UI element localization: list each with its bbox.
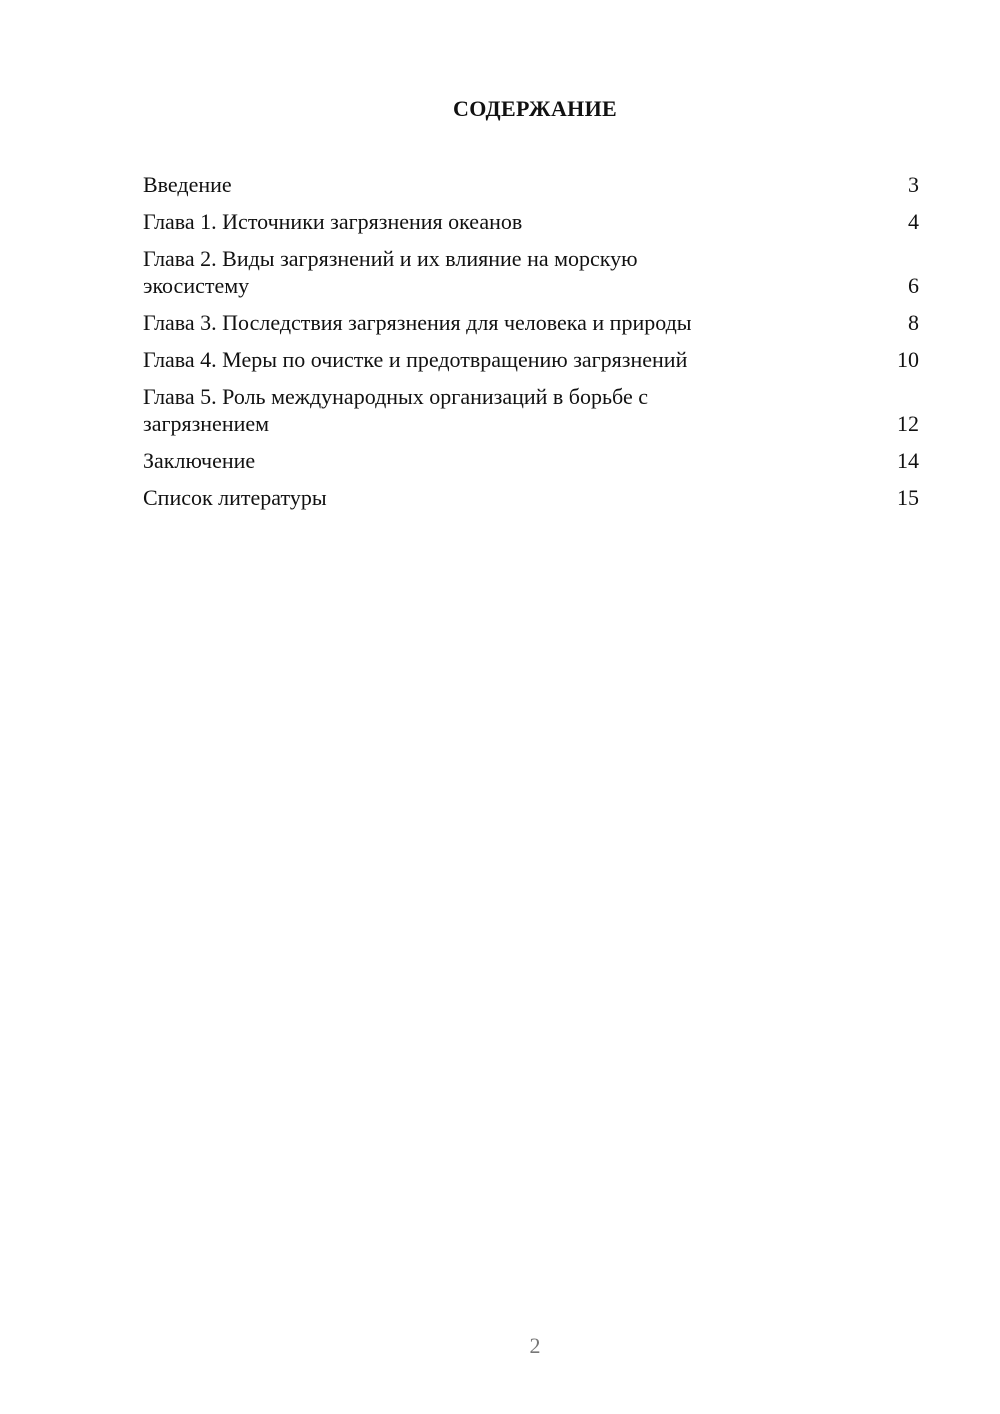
toc-entry-chapter-2[interactable] [143, 245, 919, 299]
toc-entry-page: 12 [897, 411, 919, 436]
toc-entry-introduction[interactable] [143, 171, 919, 198]
toc-entry-label: Глава 1. Источники загрязнения океанов [143, 209, 523, 234]
toc-entry-label: Глава 4. Меры по очистке и предотвращению загрязнений [143, 347, 688, 372]
toc-entry-page: 6 [908, 273, 919, 298]
toc-entry-page: 4 [908, 209, 919, 234]
toc-entry-chapter-1[interactable] [143, 208, 919, 235]
toc-title: СОДЕРЖАНИЕ [453, 96, 617, 121]
toc-entry-label: Глава 3. Последствия загрязнения для человека и природы [143, 310, 692, 335]
toc-entry-chapter-3[interactable] [143, 309, 919, 336]
toc-entry-page: 3 [908, 172, 919, 197]
toc-entry-page: 14 [897, 448, 919, 473]
toc-entry-label: Глава 2. Виды загрязнений и их влияние на морскую экосистему [143, 246, 638, 298]
toc-entry-chapter-5[interactable] [143, 383, 919, 437]
toc-entry-references[interactable] [143, 484, 919, 511]
page-number: 2 [529, 1333, 541, 1358]
toc-entry-conclusion[interactable] [143, 447, 919, 474]
toc-entry-chapter-4[interactable] [143, 346, 919, 373]
toc-entry-label: Список литературы [143, 485, 327, 510]
toc-entry-page: 8 [908, 310, 919, 335]
table-of-contents [143, 171, 919, 521]
toc-entry-label: Введение [143, 172, 232, 197]
toc-entry-label: Глава 5. Роль международных организаций в борьбе с загрязнением [143, 384, 648, 436]
toc-entry-page: 15 [897, 485, 919, 510]
toc-entry-page: 10 [897, 347, 919, 372]
toc-entry-label: Заключение [143, 448, 256, 473]
